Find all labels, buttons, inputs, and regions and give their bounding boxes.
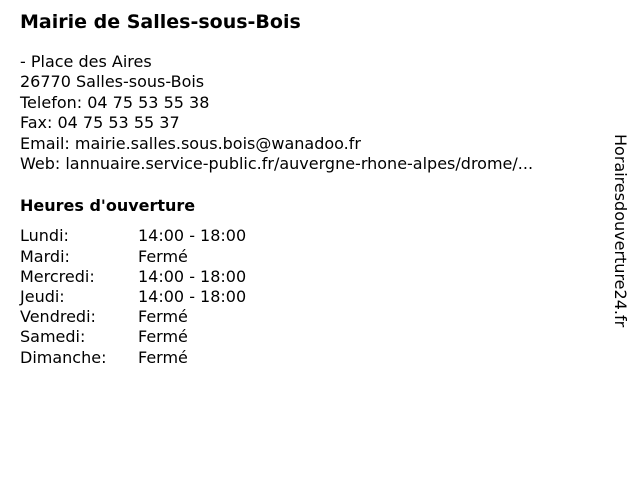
business-card [20,10,600,368]
brand-watermark: Horairesdouverture24.fr [611,134,630,328]
hours-day: Dimanche: [20,347,107,367]
email-link[interactable]: mairie.salles.sous.bois@wanadoo.fr [74,133,361,153]
web-line [20,154,600,174]
page-title: Mairie de Salles-sous-Bois [20,11,301,33]
hours-row-thursday [20,287,600,307]
hours-day: Mardi: [20,246,70,266]
address-city: 26770 Salles-sous-Bois [20,72,205,92]
email-line [20,134,600,154]
hours-time: Fermé [138,246,188,266]
hours-row-tuesday [20,247,600,267]
hours-row-friday [20,307,600,327]
hours-day: Vendredi: [20,307,96,327]
hours-row-saturday [20,327,600,347]
web-label: Web: [20,154,66,174]
email-label: Email: [20,133,75,153]
hours-time: 14:00 - 18:00 [138,226,247,246]
hours-day: Jeudi: [20,287,65,307]
hours-time: 14:00 - 18:00 [138,287,247,307]
hours-time: Fermé [138,307,188,327]
hours-row-monday [20,226,600,246]
hours-day: Samedi: [20,327,86,347]
hours-time: Fermé [138,327,188,347]
fax-line: Fax: 04 75 53 55 37 [20,113,180,133]
hours-day: Lundi: [20,226,69,246]
address-street: - Place des Aires [20,52,152,71]
hours-row-wednesday [20,267,600,287]
hours-time: Fermé [138,347,188,367]
hours-time: 14:00 - 18:00 [138,266,247,286]
hours-day: Mercredi: [20,266,95,286]
hours-row-sunday [20,348,600,368]
web-link[interactable]: lannuaire.service-public.fr/auvergne-rhone-alpes/drome/... [65,154,534,174]
hours-title: Heures d'ouverture [20,196,196,216]
phone-line: Telefon: 04 75 53 55 38 [20,92,210,112]
